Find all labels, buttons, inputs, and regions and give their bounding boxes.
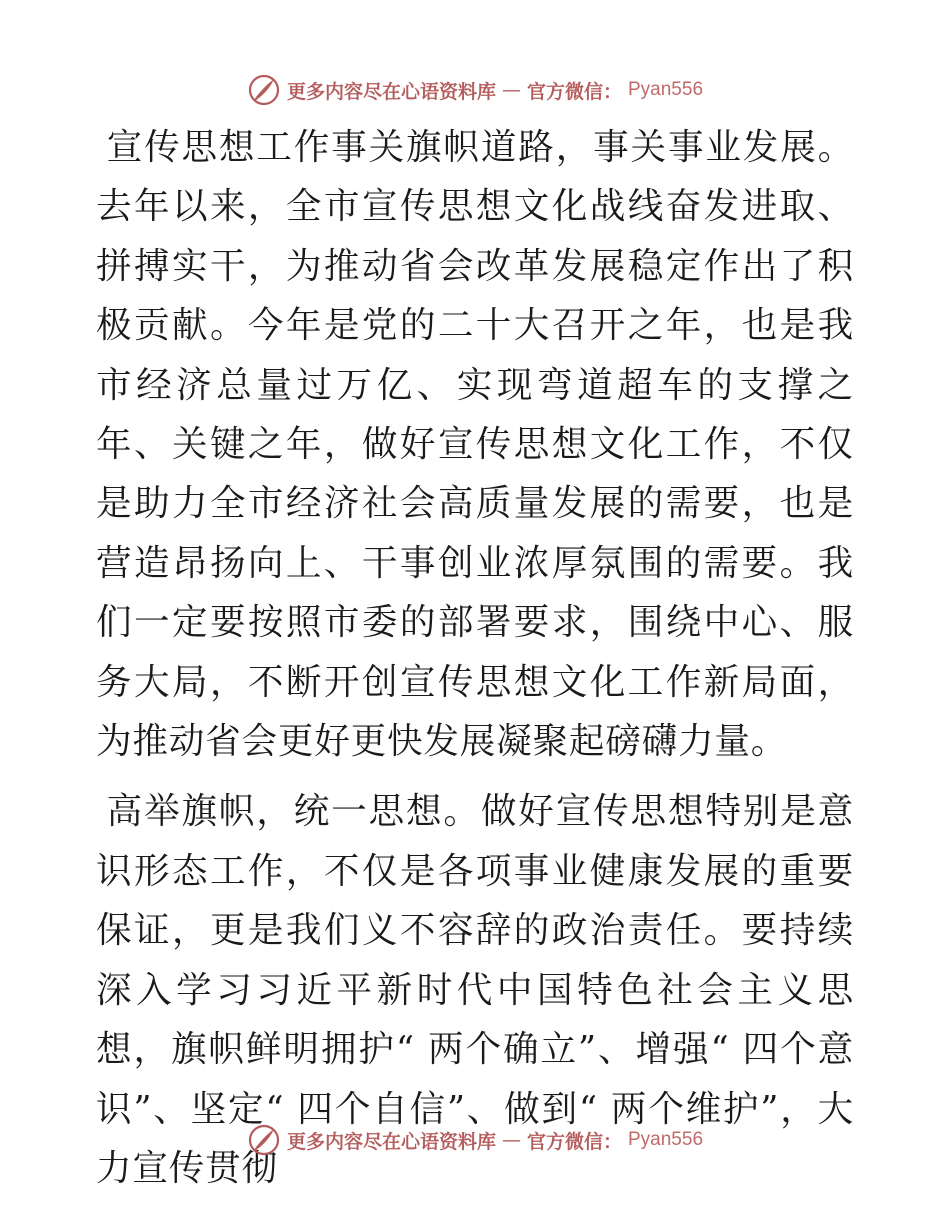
watermark-wechat-id: Pyan556 — [628, 1129, 704, 1150]
paragraph-1: 宣传思想工作事关旗帜道路，事关事业发展。去年以来，全市宣传思想文化战线奋发进取、拼搏实干，为推动省会改革发展稳定作出了积极贡献。今年是党的二十大召开之年，也是我市经济总量过万亿、实现弯道超车的支撑之年、关键之年，做好宣传思想文化工作，不仅是助力全市经济社会高质量发展的需要，也是营造昂扬向上、干事创业浓厚氛围的需要。我们一定要按照市委的部署要求，围绕中心、服务大局，不断开创宣传思想文化工作新局面，为推动省会更好更快发展凝聚起磅礴力量。 — [96, 127, 854, 763]
watermark-dash: — — [501, 79, 521, 101]
watermark-dash: — — [501, 1129, 521, 1151]
watermark-site-text: 更多内容尽在心语资料库 — [286, 80, 496, 103]
footer-watermark — [0, 1120, 950, 1160]
document-body — [96, 118, 854, 1198]
watermark-site-text: 更多内容尽在心语资料库 — [286, 1130, 496, 1153]
watermark-wechat-label: 官方微信： — [526, 1130, 622, 1153]
quill-logo-icon — [247, 73, 281, 107]
watermark-wechat-id: Pyan556 — [628, 79, 704, 100]
header-watermark — [0, 70, 950, 110]
watermark-wechat-label: 官方微信： — [526, 80, 622, 103]
paragraph-2: 高举旗帜，统一思想。做好宣传思想特别是意识形态工作，不仅是各项事业健康发展的重要保证，更是我们义不容辞的政治责任。要持续深入学习习近平新时代中国特色社会主义思想，旗帜鲜明拥护“ 两个确立”、增强“ 四个意识”、坚定“ 四个自信”、做到“ 两个维护”，大力宣传贯彻 — [96, 791, 854, 1189]
quill-logo-icon — [247, 1123, 281, 1157]
